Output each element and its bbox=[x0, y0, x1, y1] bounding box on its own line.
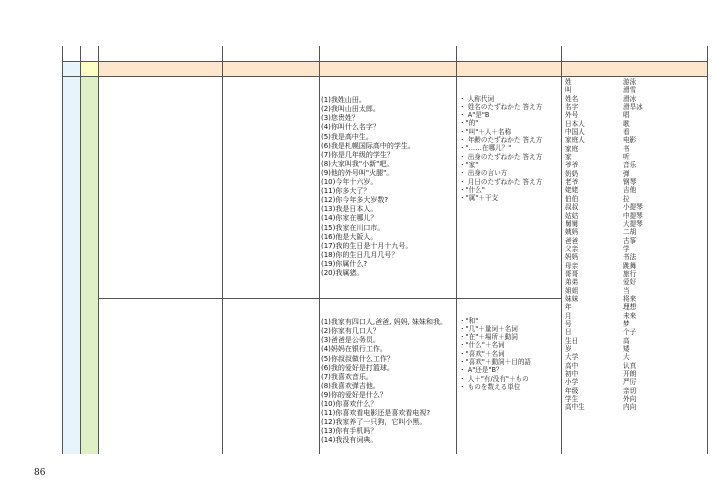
grammar-point: ・ 出身のたずねかた 答え方 bbox=[459, 152, 543, 161]
vocab-word: 大 bbox=[623, 353, 630, 362]
vocab-word: 叫 bbox=[565, 86, 572, 95]
sentence-line: (10)你喜欢什么？ bbox=[321, 400, 378, 409]
sentence-line: (13)我是日本人。 bbox=[321, 205, 378, 214]
vocab-word: 未来 bbox=[623, 311, 637, 320]
vocab-word: 音乐 bbox=[623, 161, 637, 170]
sentence-line: (12)你今年多大岁数? bbox=[321, 196, 389, 205]
vocab-word: 亲切 bbox=[623, 386, 637, 395]
vocab-word: 弹 bbox=[623, 169, 630, 178]
vocab-word: 听 bbox=[623, 153, 630, 162]
sentence-line: (4)你叫什么名字？ bbox=[321, 123, 380, 132]
sentence-line: (16)他是大阪人。 bbox=[321, 232, 378, 241]
sentence-line: (3)爸爸是公务员。 bbox=[321, 336, 380, 345]
vocab-word: 弟弟 bbox=[565, 278, 579, 287]
grid-line bbox=[456, 46, 457, 454]
vocab-word: 游泳 bbox=[623, 78, 637, 86]
sentence-line: (14)我没有词典。 bbox=[321, 436, 378, 445]
row-divider bbox=[98, 298, 561, 299]
grammar-point: ・ 月日のたずねかた 答え方 bbox=[459, 177, 543, 186]
vocab-word: 学 bbox=[623, 244, 630, 253]
vocab-list-left bbox=[565, 78, 585, 412]
grid-line bbox=[62, 46, 63, 454]
grid-line bbox=[62, 61, 708, 62]
grammar-point: ・"什么" bbox=[459, 185, 485, 194]
vocab-word: 吉他 bbox=[623, 186, 637, 195]
grammar-point: ・"的" bbox=[459, 119, 479, 128]
vocab-word: 拉 bbox=[623, 194, 630, 203]
grid-line bbox=[707, 46, 708, 454]
vocab-word: 老爷 bbox=[565, 178, 579, 187]
vocab-word: 姐姐 bbox=[565, 286, 579, 295]
vocab-list-right bbox=[623, 78, 643, 412]
sentence-line: (15)我家在川口市。 bbox=[321, 223, 385, 232]
vocab-word: 姓名 bbox=[565, 94, 579, 103]
lesson-table bbox=[62, 46, 708, 454]
vocab-word: 家庭 bbox=[565, 144, 579, 153]
vocab-word: 电影 bbox=[623, 136, 637, 145]
vocab-word: 开朗 bbox=[623, 370, 637, 379]
vocab-word: 书法 bbox=[623, 253, 637, 262]
vocab-word: 月 bbox=[565, 311, 572, 320]
vocab-word: 滑旱冰 bbox=[623, 103, 643, 112]
grammar-point: ・ ものを数える単位 bbox=[459, 382, 521, 391]
grammar-point: ・"属"＋干支 bbox=[459, 194, 499, 203]
table-header-row bbox=[62, 61, 708, 76]
sentence-line: (18)你的生日几月几号？ bbox=[321, 250, 399, 259]
grammar-point: ・"喜欢"＋名词 bbox=[459, 349, 505, 358]
vocab-word: 舅舅 bbox=[565, 219, 579, 228]
vocab-word: 个子 bbox=[623, 328, 637, 337]
grammar-point: ・ A"是"B bbox=[459, 111, 490, 120]
sentence-line: (10)今年十六岁。 bbox=[321, 178, 378, 187]
vocab-word: 跳舞 bbox=[623, 261, 637, 270]
vocab-word: 学生 bbox=[565, 395, 579, 404]
vocab-word: 严厉 bbox=[623, 378, 637, 387]
sentence-line: (2)你家有几口人？ bbox=[321, 327, 380, 336]
sentence-line: (3)您贵姓？ bbox=[321, 114, 359, 123]
vocab-word: 滑雪 bbox=[623, 86, 637, 95]
vocab-word: 认真 bbox=[623, 361, 637, 370]
vocab-word: 中国人 bbox=[565, 128, 585, 137]
vocab-word: 书 bbox=[623, 144, 630, 153]
vocab-word: 妈妈 bbox=[565, 253, 579, 262]
vocab-word: 妹妹 bbox=[565, 294, 579, 303]
vocab-word: 中提琴 bbox=[623, 211, 643, 220]
sentence-line: (1)我姓山田。 bbox=[321, 96, 366, 105]
vocab-word: 高 bbox=[623, 336, 630, 345]
vocab-word: 爷爷 bbox=[565, 161, 579, 170]
vocab-word: 内向 bbox=[623, 403, 637, 412]
vocab-word: 奶奶 bbox=[565, 169, 579, 178]
vocab-word: 日本人 bbox=[565, 119, 585, 128]
page-number: 86 bbox=[34, 468, 46, 478]
vocab-word: 父亲 bbox=[565, 244, 579, 253]
vocab-word: 姨妈 bbox=[565, 228, 579, 237]
sentence-line: (12)我家养了一只狗，它叫小黑。 bbox=[321, 418, 427, 427]
vocab-word: 小学 bbox=[565, 378, 579, 387]
sentence-line: (5)我是高中生。 bbox=[321, 132, 373, 141]
row1-grammar bbox=[459, 78, 542, 219]
vocab-word: 伯伯 bbox=[565, 194, 579, 203]
vocab-word: 滑冰 bbox=[623, 94, 637, 103]
vocab-word: 号 bbox=[565, 319, 572, 328]
grammar-point: ・"家" bbox=[459, 160, 479, 169]
grammar-point: ・ A"还是"B？ bbox=[459, 366, 503, 375]
vocab-word: 哥哥 bbox=[565, 269, 579, 278]
sentence-line: (4)妈妈在银行工作。 bbox=[321, 345, 387, 354]
vocab-word: 旅行 bbox=[623, 269, 637, 278]
sentence-line: (6)我是札幌国际高中的学生。 bbox=[321, 141, 415, 150]
vocab-word: 将来 bbox=[623, 294, 637, 303]
sentence-line: (8)大家叫我"小新"吧。 bbox=[321, 159, 394, 168]
grid-line bbox=[561, 46, 562, 454]
grammar-point: ・"什么"＋名词 bbox=[459, 341, 505, 350]
grammar-point: ・"……在哪儿？" bbox=[459, 144, 512, 153]
grammar-point: ・ 出身の言い方 bbox=[459, 169, 508, 178]
grid-line bbox=[80, 46, 81, 454]
sentence-line: (6)我的爱好是打篮球。 bbox=[321, 363, 394, 372]
vocab-word: 姓 bbox=[565, 78, 572, 86]
sentence-line: (7)我喜欢音乐。 bbox=[321, 372, 373, 381]
sentence-line: (20)我属猪。 bbox=[321, 268, 364, 277]
sentence-line: (13)你有手机吗？ bbox=[321, 427, 378, 436]
vocab-word: 年级 bbox=[565, 386, 579, 395]
vocab-word: 外号 bbox=[565, 111, 579, 120]
row1-sentences bbox=[321, 78, 415, 296]
sentence-line: (9)他的外号叫"火腿"。 bbox=[321, 168, 394, 177]
sentence-line: (11)你喜欢看电影还是喜欢看电视? bbox=[321, 409, 431, 418]
grammar-point: ・ 人＋"有/没有"＋もの bbox=[459, 374, 529, 383]
sentence-line: (2)我叫山田太郎。 bbox=[321, 105, 380, 114]
row2-grammar bbox=[459, 300, 531, 408]
sentence-line: (5)你叔叔做什么工作？ bbox=[321, 354, 394, 363]
vocab-word: 生日 bbox=[565, 336, 579, 345]
vocab-word: 看 bbox=[623, 128, 630, 137]
sentence-line: (1)我家有四口人,爸爸, 妈妈, 妹妹和我。 bbox=[321, 318, 448, 327]
vocab-word: 年 bbox=[565, 303, 572, 312]
stripe-column bbox=[62, 61, 80, 454]
grammar-point: ・"在"＋場所＋動詞 bbox=[459, 333, 518, 342]
vocab-word: 理想 bbox=[623, 303, 637, 312]
vocab-word: 姑姑 bbox=[565, 211, 579, 220]
vocab-word: 爸爸 bbox=[565, 236, 579, 245]
vocab-word: 家 bbox=[565, 153, 572, 162]
vocab-word: 爱好 bbox=[623, 278, 637, 287]
sentence-line: (14)你家在哪儿？ bbox=[321, 214, 378, 223]
vocab-word: 高中 bbox=[565, 361, 579, 370]
grid-line bbox=[98, 46, 99, 454]
grammar-point: ・"和" bbox=[459, 316, 479, 325]
vocab-word: 二胡 bbox=[623, 228, 637, 237]
vocab-word: 大学 bbox=[565, 353, 579, 362]
vocab-word: 古筝 bbox=[623, 236, 637, 245]
grammar-point: ・"喜欢"＋動詞＋目的語 bbox=[459, 358, 532, 367]
grammar-point: ・ 人称代词 bbox=[459, 94, 495, 103]
vocab-word: 当 bbox=[623, 286, 630, 295]
grammar-point: ・"几"＋量词＋名词 bbox=[459, 324, 518, 333]
vocab-word: 家庭人 bbox=[565, 136, 585, 145]
vocab-word: 矮 bbox=[623, 345, 630, 353]
grid-line bbox=[62, 76, 708, 77]
sentence-line: (8)我喜欢弹吉他。 bbox=[321, 381, 380, 390]
vocab-word: 高中生 bbox=[565, 403, 585, 412]
vocab-word: 名字 bbox=[565, 103, 579, 112]
grammar-point: ・ 姓名のたずねかた 答え方 bbox=[459, 102, 543, 111]
vocab-word: 唱 bbox=[623, 111, 630, 120]
grid-line bbox=[319, 46, 320, 454]
sentence-line: (11)你多大了？ bbox=[321, 187, 371, 196]
vocab-word: 日 bbox=[565, 328, 572, 337]
row2-sentences bbox=[321, 300, 447, 464]
sentence-line: (19)你属什么? bbox=[321, 259, 368, 268]
vocab-word: 母亲 bbox=[565, 261, 579, 270]
vocab-word: 岁 bbox=[565, 345, 572, 353]
vocab-word: 歌 bbox=[623, 119, 630, 128]
vocab-word: 姥姥 bbox=[565, 186, 579, 195]
vocab-word: 初中 bbox=[565, 370, 579, 379]
level-column-fill bbox=[80, 76, 98, 454]
vocab-word: 叔叔 bbox=[565, 203, 579, 212]
grid-line bbox=[222, 46, 223, 454]
vocab-word: 梦 bbox=[623, 319, 630, 328]
grammar-point: ・"叫"＋人＋名称 bbox=[459, 127, 512, 136]
vocab-word: 大提琴 bbox=[623, 219, 643, 228]
vocab-word: 钢琴 bbox=[623, 178, 637, 187]
vocab-word: 外向 bbox=[623, 395, 637, 404]
grammar-point: ・ 年齢のたずねかた 答え方 bbox=[459, 136, 543, 145]
vocab-word: 小提琴 bbox=[623, 203, 643, 212]
sentence-line: (17)我的生日是十月十九号。 bbox=[321, 241, 413, 250]
sentence-line: (7)你是几年级的学生？ bbox=[321, 150, 394, 159]
sentence-line: (9)你的爱好是什么？ bbox=[321, 390, 387, 399]
